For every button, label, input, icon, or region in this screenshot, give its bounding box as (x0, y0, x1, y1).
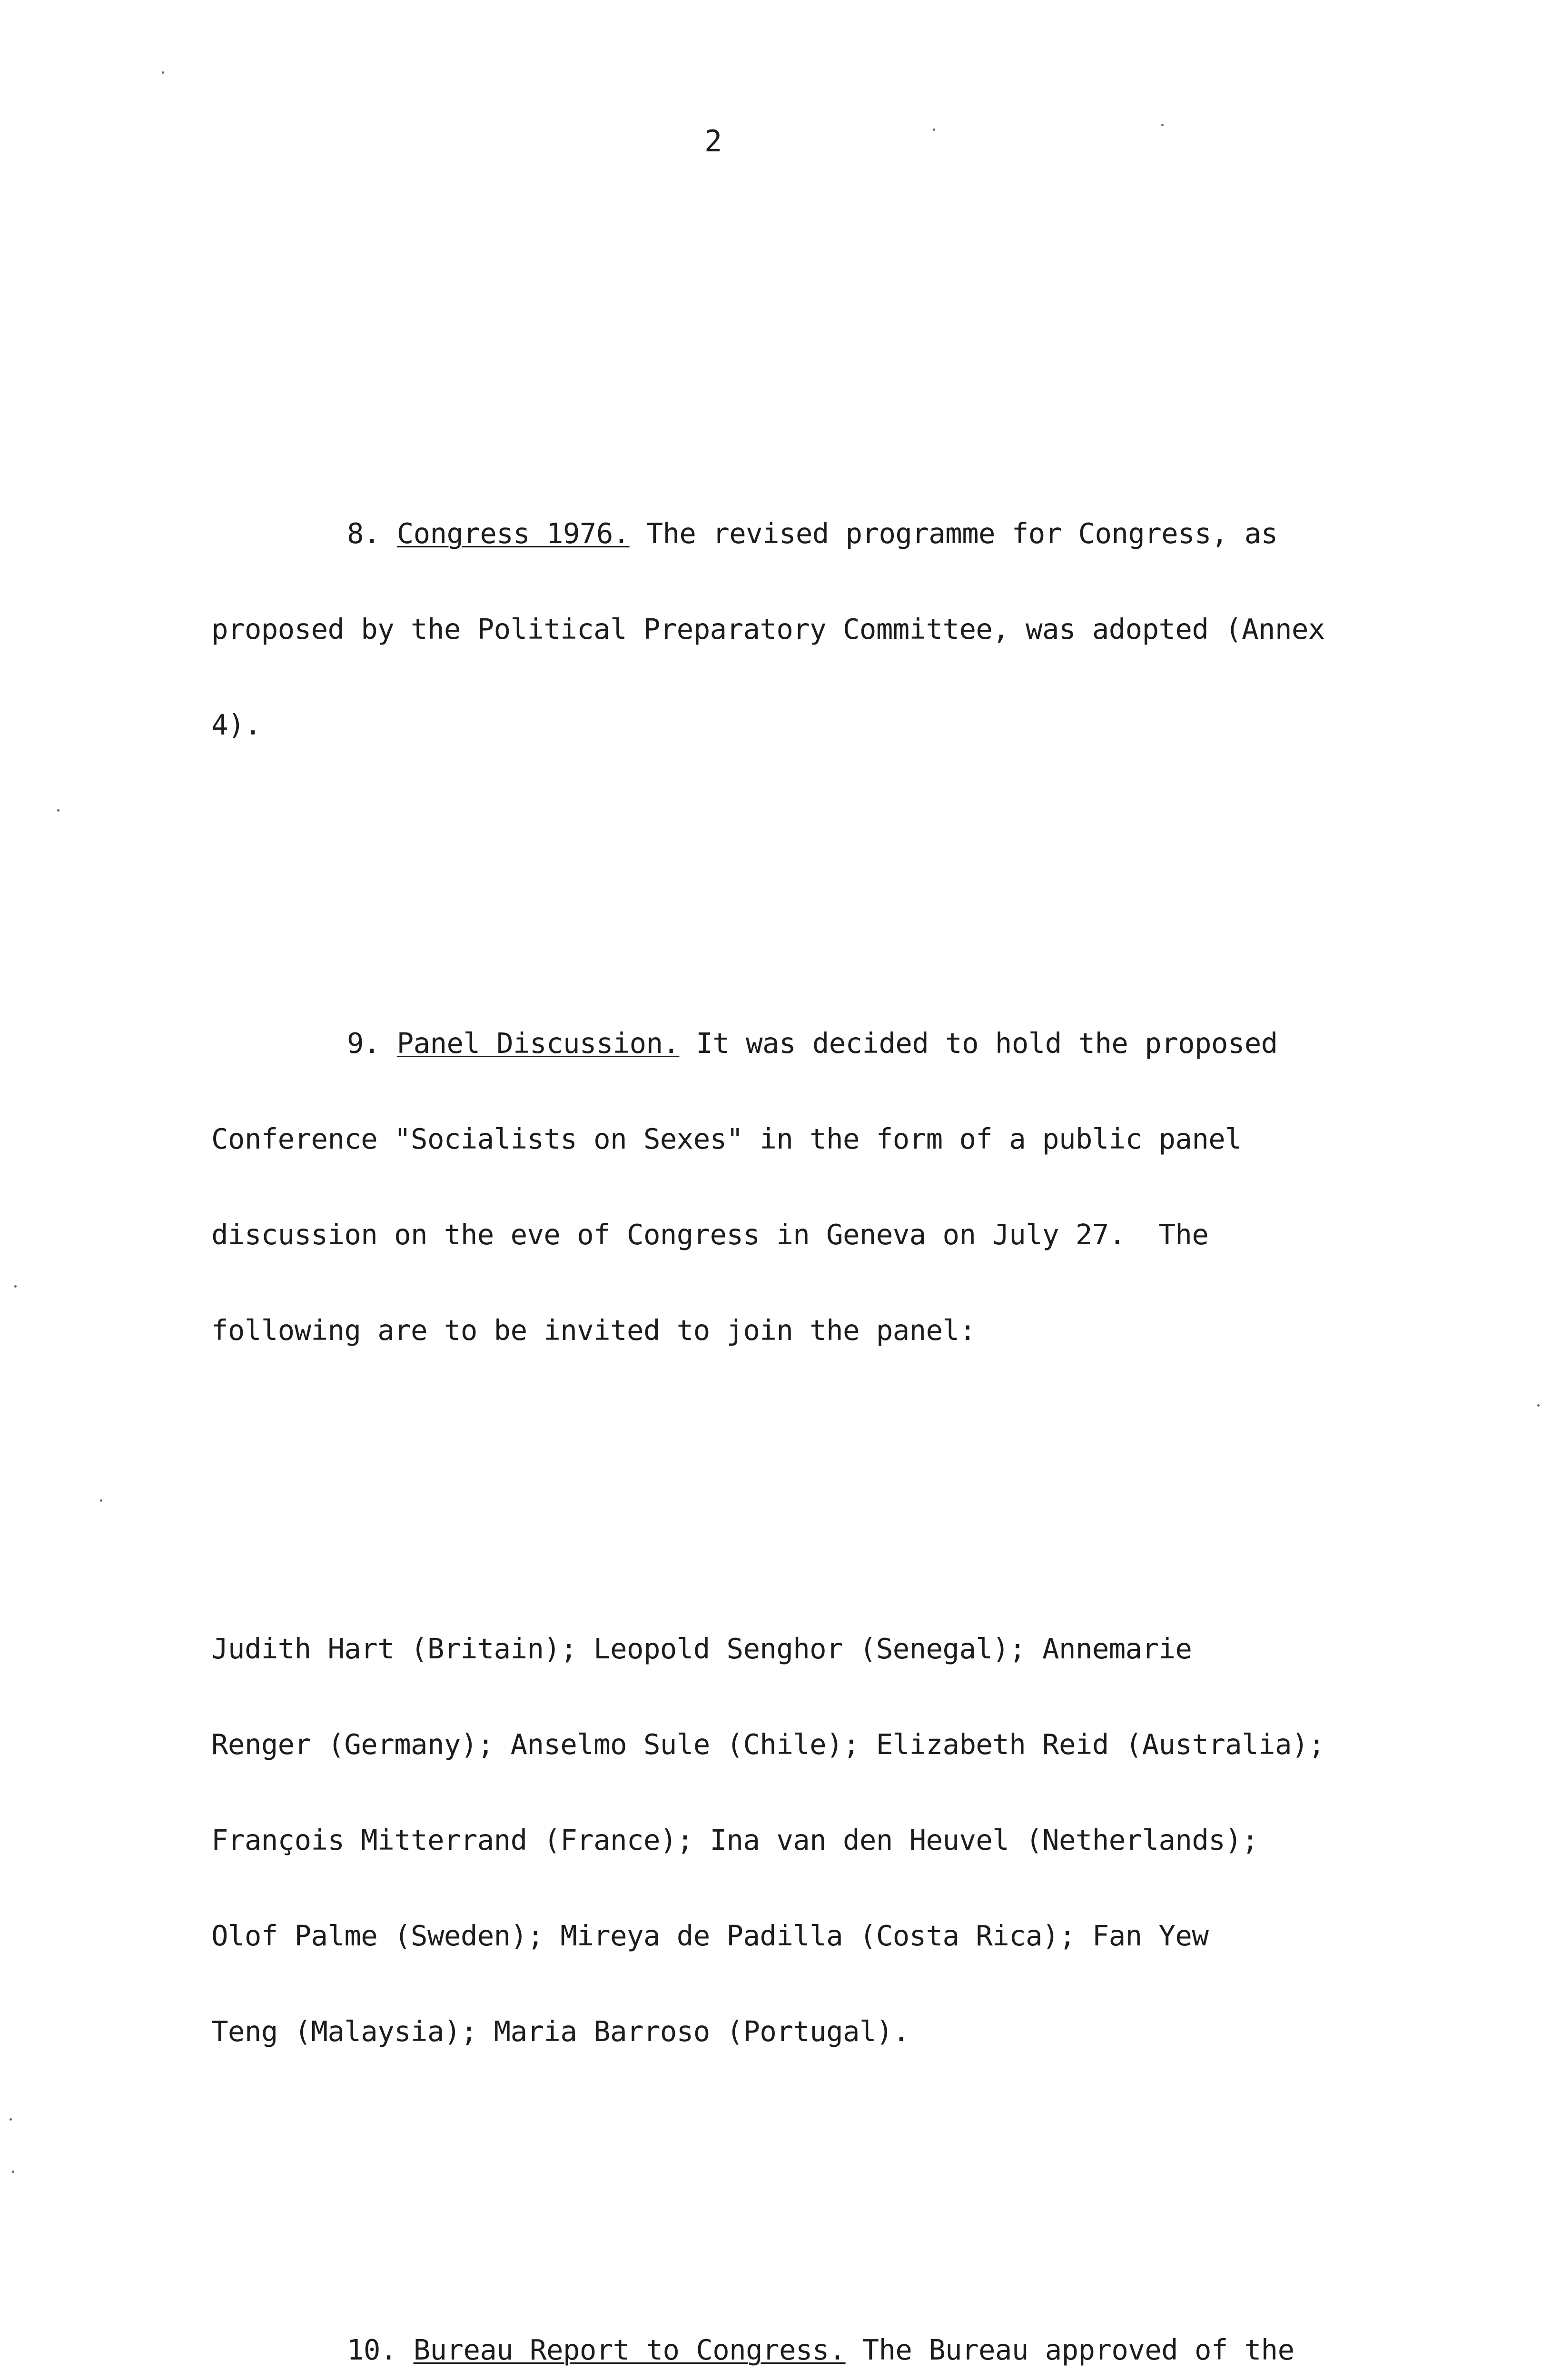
item-number: 8. (347, 517, 380, 550)
item-line: following are to be invited to join the panel: (211, 1314, 976, 1347)
item-number: 9. (347, 1027, 380, 1060)
item-heading: Congress 1976. (396, 517, 630, 550)
item-10-bureau-report (211, 2270, 1534, 2380)
item-first-line-rest: It was decided to hold the proposed (679, 1027, 1278, 1060)
scan-speck (100, 1499, 102, 1502)
item-heading: Bureau Report to Congress. (413, 2333, 846, 2366)
scan-speck (14, 1285, 17, 1288)
item-line: 4). (211, 708, 261, 741)
item-number: 10. (347, 2333, 397, 2366)
panel-list-line: François Mitterrand (France); Ina van den Heuvel (Netherlands); (211, 1824, 1259, 1856)
item-line: discussion on the eve of Congress in Geneva on July 27. The (211, 1218, 1209, 1251)
scan-speck (57, 809, 59, 812)
panel-list-line: Judith Hart (Britain); Leopold Senghor (Senegal); Annemarie (211, 1632, 1192, 1665)
document-body (211, 326, 1534, 2380)
item-heading: Panel Discussion. (396, 1027, 680, 1060)
panel-list-line: Teng (Malaysia); Maria Barroso (Portugal). (211, 2015, 909, 2048)
scan-speck (933, 129, 935, 131)
page-number: 2 (704, 124, 722, 159)
item-8-congress-1976 (211, 454, 1534, 804)
scan-speck (12, 2171, 14, 2173)
scan-speck (10, 2118, 12, 2121)
panel-member-list (211, 1569, 1534, 2111)
item-line: Conference "Socialists on Sexes" in the form of a public panel (211, 1122, 1242, 1155)
item-9-panel-discussion (211, 963, 1534, 1410)
item-line: proposed by the Political Preparatory Committee, was adopted (Annex (211, 613, 1325, 645)
item-first-line-rest: The revised programme for Congress, as (629, 517, 1278, 550)
panel-list-line: Renger (Germany); Anselmo Sule (Chile); Elizabeth Reid (Australia); (211, 1728, 1325, 1761)
item-first-line-rest: The Bureau approved of the (845, 2333, 1294, 2366)
scan-speck (1537, 1404, 1540, 1407)
panel-list-line: Olof Palme (Sweden); Mireya de Padilla (Costa Rica); Fan Yew (211, 1919, 1209, 1952)
scan-speck (1161, 124, 1164, 126)
scan-speck (162, 71, 164, 74)
